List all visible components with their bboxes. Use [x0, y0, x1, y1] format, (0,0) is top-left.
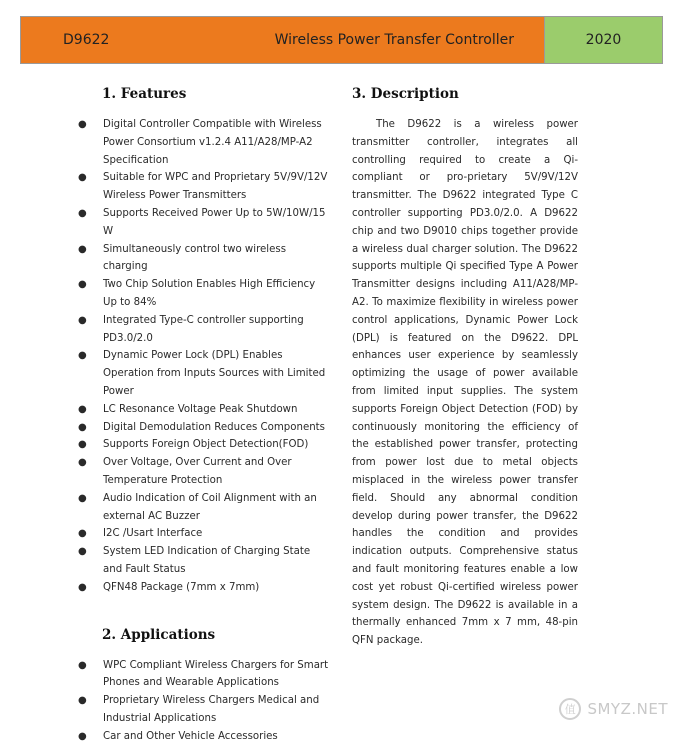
list-item: [78, 241, 332, 277]
list-item-text: Simultaneously control two wireless charging: [103, 243, 287, 273]
list-item-text: Supports Received Power Up to 5W/10W/15 W: [103, 207, 326, 237]
applications-heading: 2. Applications: [102, 626, 216, 643]
bullet-icon: ●: [78, 546, 87, 558]
list-item-text: LC Resonance Voltage Peak Shutdown: [103, 403, 298, 415]
bullet-icon: ●: [78, 528, 87, 540]
list-item: [78, 692, 332, 728]
list-item: [78, 419, 332, 437]
list-item-text: I2C /Usart Interface: [103, 528, 203, 540]
description-text: The D9622 is a wireless power transmitter controller, integrates all controlling required to create a Qi-compliant or pro-prietary 5V/9V/12V transmitter. The D9622 integrated Type C controller supporting PD3.0/2.0. A D9622 chip and two D9010 chips together provide a wireless dual charger solution. The D9622 supports multiple Qi specified Type A Power Transmitter designs including A11/A28/MP-A2. To maximize flexibility in wireless power control applications, Dynamic Power Lock (DPL) is featured on the D9622. DPL enhances user experience by seamlessly optimizing the usage of power available from limited input supplies. The system supports Foreign Object Detection (FOD) by continuously monitoring the efficiency of the established power transfer, protecting from power lost due to metal objects misplaced in the wireless power transfer field. Should any abnormal condition develop during power transfer, the D9622 handles the condition and provides indication outputs. Comprehensive status and fault monitoring features enable a low cost yet robust Qi-certified wireless power system design. The D9622 is available in a thermally enhanced 7mm x 7 mm, 48-pin QFN package.: [352, 119, 578, 647]
list-item-text: Proprietary Wireless Chargers Medical and Industrial Applications: [103, 695, 320, 724]
document-title: Wireless Power Transfer Controller: [274, 32, 514, 48]
list-item: [78, 454, 332, 490]
features-heading: 1. Features: [102, 86, 187, 102]
bullet-icon: ●: [78, 119, 87, 130]
bullet-icon: ●: [78, 457, 87, 469]
bullet-icon: ●: [78, 350, 87, 362]
document-year: 2020: [585, 32, 622, 48]
bullet-icon: ●: [78, 207, 87, 219]
part-number: D9622: [63, 32, 110, 48]
list-item-text: WPC Compliant Wireless Chargers for Smart Phones and Wearable Applications: [103, 659, 329, 689]
list-item: [78, 490, 332, 526]
bullet-icon: ●: [78, 172, 87, 184]
watermark: [559, 698, 668, 720]
bullet-icon: ●: [78, 492, 87, 504]
features-list: [78, 116, 332, 597]
document-header: [20, 16, 663, 64]
list-item-text: Suitable for WPC and Proprietary 5V/9V/12V Wireless Power Transmitters: [103, 172, 328, 202]
list-item-text: Car and Other Vehicle Accessories: [103, 730, 278, 742]
list-item: [78, 276, 332, 312]
list-item-text: Dynamic Power Lock (DPL) Enables Operation from Inputs Sources with Limited Power: [103, 350, 326, 397]
bullet-icon: ●: [78, 421, 87, 433]
list-item: [78, 436, 332, 454]
list-item-text: Digital Controller Compatible with Wireless Power Consortium v1.2.4 A11/A28/MP-A2 Specification: [103, 119, 322, 166]
list-item-text: QFN48 Package (7mm x 7mm): [103, 581, 260, 593]
list-item: [78, 347, 332, 400]
list-item: [78, 169, 332, 205]
bullet-icon: ●: [78, 279, 87, 291]
list-item-text: Digital Demodulation Reduces Components: [103, 421, 325, 433]
right-column: [352, 86, 578, 650]
list-item-text: System LED Indication of Charging State and Fault Status: [103, 546, 311, 575]
list-item-text: Integrated Type-C controller supporting PD3.0/2.0: [103, 314, 304, 344]
left-column: [78, 86, 332, 746]
header-title-bar: [21, 17, 544, 63]
list-item: [78, 116, 332, 169]
list-item: [78, 525, 332, 543]
bullet-icon: ●: [78, 243, 87, 255]
bullet-icon: ●: [78, 403, 87, 415]
list-item: [78, 579, 332, 597]
watermark-text: SMYZ.NET: [587, 700, 668, 718]
applications-list: [78, 657, 332, 746]
list-item-text: Over Voltage, Over Current and Over Temperature Protection: [103, 457, 292, 486]
description-heading: 3. Description: [352, 86, 459, 102]
list-item: [78, 728, 332, 746]
bullet-icon: ●: [78, 695, 87, 707]
bullet-icon: ●: [78, 730, 87, 742]
list-item: [78, 401, 332, 419]
list-item-text: Audio Indication of Coil Alignment with an external AC Buzzer: [103, 492, 317, 522]
bullet-icon: ●: [78, 659, 87, 671]
bullet-icon: ●: [78, 581, 87, 593]
bullet-icon: ●: [78, 439, 87, 451]
list-item-text: Two Chip Solution Enables High Efficiency Up to 84%: [103, 279, 316, 308]
list-item: [78, 543, 332, 579]
value-icon: 值: [559, 698, 581, 720]
bullet-icon: ●: [78, 314, 87, 326]
list-item-text: Supports Foreign Object Detection(FOD): [103, 439, 309, 451]
list-item: [78, 205, 332, 241]
list-item: [78, 657, 332, 693]
list-item: [78, 312, 332, 348]
header-year-cell: [544, 17, 662, 63]
